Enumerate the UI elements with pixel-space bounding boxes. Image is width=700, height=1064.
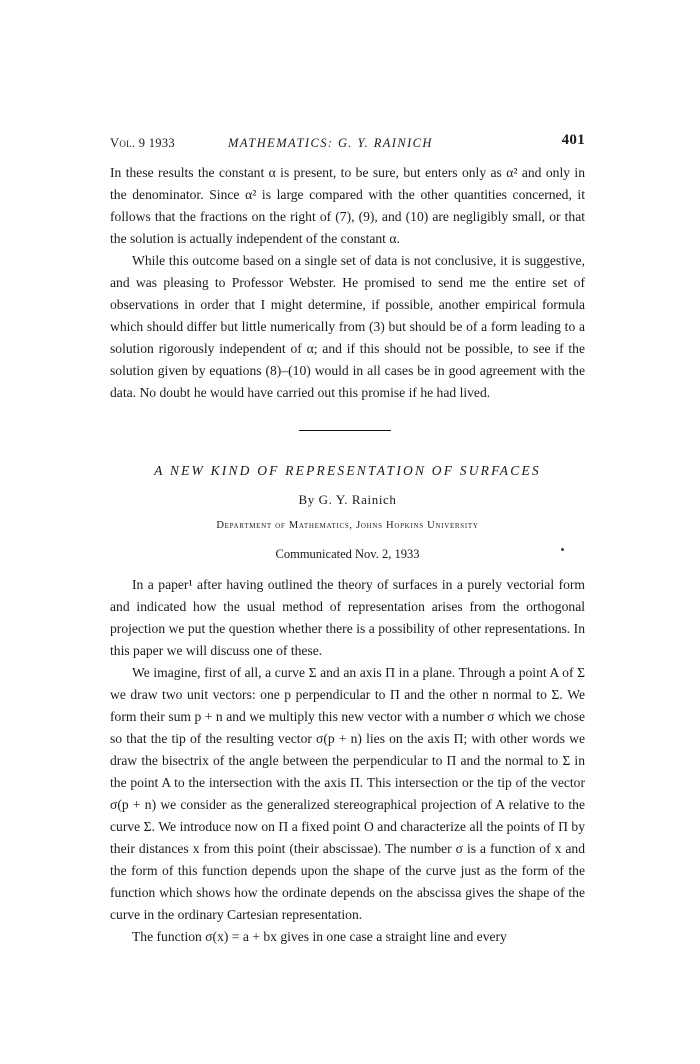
running-title: MATHEMATICS: G. Y. RAINICH xyxy=(228,136,433,150)
running-header xyxy=(110,132,585,154)
paragraph: We imagine, first of all, a curve Σ and an axis Π in a plane. Through a point A of Σ we draw two unit vectors: one p perpendicular to Π and the other n normal to Σ. We form their sum p + n and we multiply this new vector with a number σ which we chose so that the tip of the resulting vector σ(p + n) lies on the axis Π; with other words we draw the bisectrix of the angle between the perpendicular to Π and the normal to Σ in the point A to the intersection with the axis Π. This intersection or the tip of the vector σ(p + n) we consider as the generalized stereographical projection of A relative to the curve Σ. We introduce now on Π a fixed point O and characterize all the points of Π by their distances x from this point (their abscissae). The number σ is a function of x and the form of this function depends upon the shape of the curve just as the form of the function which shows how the ordinate depends on the abscissa gives the shape of the curve in the ordinary Cartesian representation. xyxy=(110,665,585,922)
paragraph: While this outcome based on a single set of data is not conclusive, it is suggestive, and was pleasing to Professor Webster. He promised to send me the entire set of observations in order that I might determine, if possible, another empirical formula which should differ but little numerically from (3) but should be of a form leading to a solution rigorously independent of α; and if this should not be possible, to see if the solution given by equations (8)–(10) would in all cases be in good agreement with the data. No doubt he would have carried out this promise if he had lived. xyxy=(110,253,585,400)
communication-date: Communicated Nov. 2, 1933 xyxy=(275,547,420,561)
volume-info: Vol. 9 1933 xyxy=(110,136,175,150)
section-divider xyxy=(299,430,391,431)
previous-article-conclusion xyxy=(110,162,585,404)
page-number: 401 xyxy=(561,132,585,148)
paragraph: In these results the constant α is present, to be sure, but enters only as α² and only in the denominator. Since α² is large compared with the other quantities concerned, it follows that the fractions on the right of (7), (9), and (10) are negligibly small, or that the solution is actually independent of the constant α. xyxy=(110,165,585,246)
paragraph: In a paper¹ after having outlined the theory of surfaces in a purely vectorial form and indicated how the usual method of representation arises from the orthogonal projection we put the question whether there is a possibility of other representations. In this paper we will discuss one of these. xyxy=(110,577,585,658)
article-author: By G. Y. Rainich xyxy=(298,492,397,507)
ink-speck xyxy=(561,548,564,551)
article-body xyxy=(110,574,585,948)
paragraph: The function σ(x) = a + bx gives in one case a straight line and every xyxy=(132,929,507,944)
author-affiliation: Department of Mathematics, Johns Hopkins University xyxy=(216,520,479,531)
article-title: A NEW KIND OF REPRESENTATION OF SURFACES xyxy=(154,463,541,478)
